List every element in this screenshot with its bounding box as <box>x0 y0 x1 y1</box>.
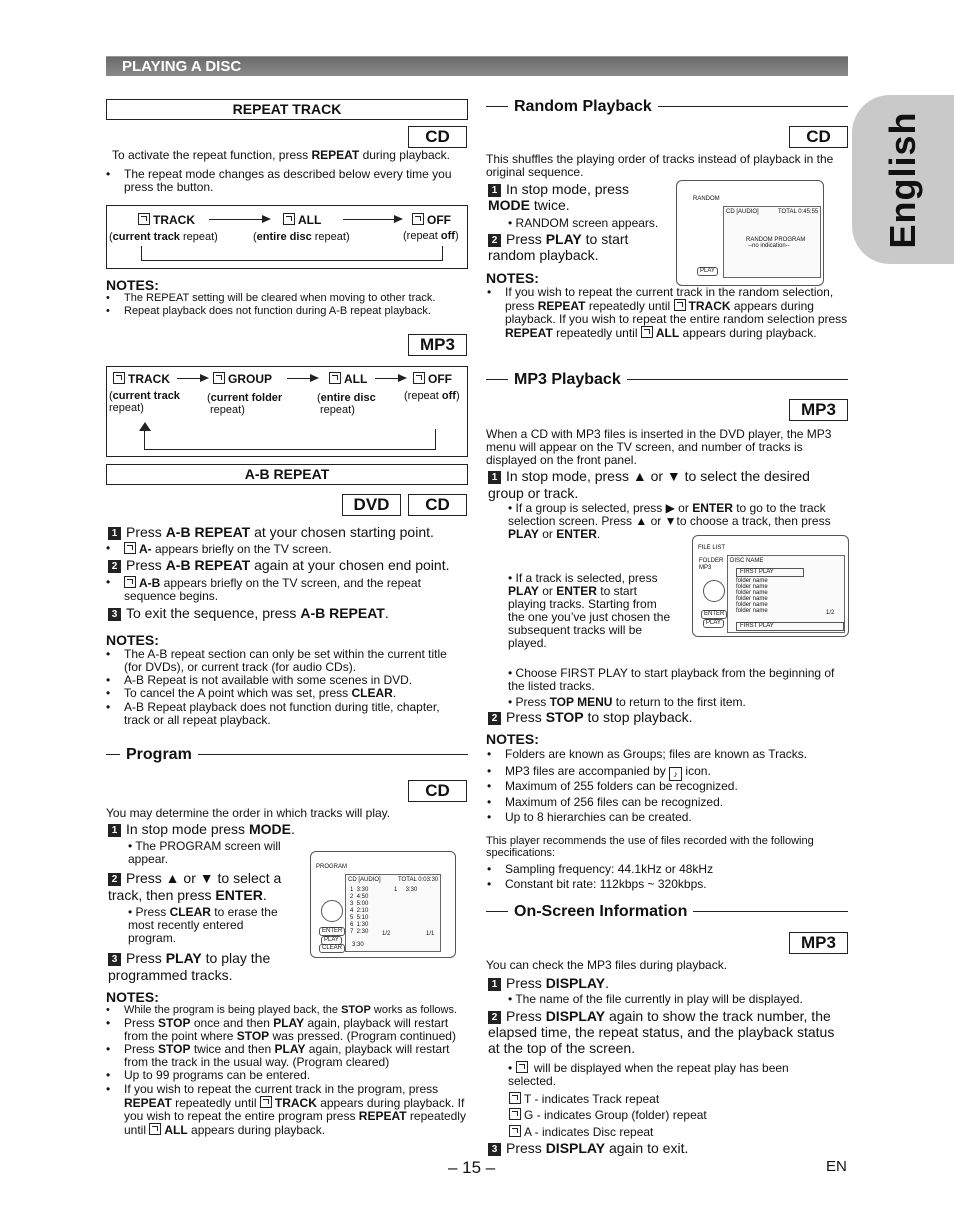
notes-title: NOTES: <box>486 270 539 286</box>
mp3-repeat-diagram <box>106 366 468 457</box>
mp3-off-label: OFF <box>413 372 452 386</box>
note: • Up to 99 programs can be entered. <box>124 1069 310 1082</box>
random-step-1: 1 In stop mode, press MODE twice. <box>488 181 629 213</box>
note: • If you wish to repeat the current track in the random selection, press REPEAT repeatedly until TRACK appears during playback. If you wish to repeat the entire random selection press REPEAT repeatedly until ALL appears during playback. <box>505 286 848 340</box>
music-note-icon: ♪ <box>669 767 682 781</box>
repeat-icon <box>641 326 653 338</box>
ab-repeat-title: A-B REPEAT <box>106 464 468 485</box>
note: • While the program is being played back, the STOP works as follows. <box>124 1004 457 1016</box>
ab-step2-bullet: • A-B appears briefly on the TV screen, and the repeat sequence begins. <box>124 576 468 603</box>
random-step-2: 2 Press PLAY to start random playback. <box>488 231 629 263</box>
program-step-3: 3 Press PLAY to play the programmed tracks. <box>108 950 271 983</box>
cd-repeat-diagram <box>106 205 468 269</box>
arrow-icon <box>343 219 401 220</box>
onscreen-step-2: 2 Press DISPLAY again to show the track number, the elapsed time, the repeat status, and the playback status at the top of the screen. <box>488 1008 835 1056</box>
ab-step-1: 1 Press A-B REPEAT at your chosen starting point. <box>108 524 434 540</box>
arrow-icon <box>177 378 207 379</box>
note: • Press STOP twice and then PLAY again, playback will restart from the track in the usual way. (Program cleared) <box>124 1043 468 1069</box>
cd-badge: CD <box>789 126 848 148</box>
repeat-icon <box>260 1096 272 1108</box>
random-step1-bullet: • RANDOM screen appears. <box>508 216 659 230</box>
spec-text: This player recommends the use of files recorded with the following specifications: <box>486 835 814 859</box>
note: • Press STOP once and then PLAY again, playback will restart from the point where STOP was pressed. (Program continued) <box>124 1017 468 1043</box>
cd-off-sub: (repeat off) <box>403 230 459 242</box>
note: • Repeat playback does not function during A-B repeat playback. <box>124 305 431 317</box>
mp3-all-label: ALL <box>329 372 367 386</box>
repeat-intro: To activate the repeat function, press REPEAT during playback. <box>112 148 450 162</box>
program-step-1: 1 In stop mode press MODE. <box>108 821 295 837</box>
onscreen-step-1: 1 Press DISPLAY. <box>488 975 609 991</box>
mp3-badge: MP3 <box>789 932 848 954</box>
note: • A-B Repeat playback does not function during title, chapter, track or all repeat playback. <box>124 701 468 727</box>
note: • The A-B repeat section can only be set within the current title (for DVDs), or current track (for audio CDs). <box>124 648 468 674</box>
note: • If you wish to repeat the current track in the program, press REPEAT repeatedly until TRACK appears during playback. If you wish to repeat the entire program press REPEAT repeatedly until ALL appears during playback. <box>124 1083 468 1137</box>
mp3-off-sub: (repeat off) <box>404 390 460 402</box>
onscreen-intro: You can check the MP3 files during playback. <box>486 958 728 972</box>
group-repeat-info: G - indicates Group (folder) repeat <box>509 1108 707 1122</box>
random-intro: This shuffles the playing order of tracks instead of playback in the original sequence. <box>486 152 834 179</box>
section-title: PLAYING A DISC <box>122 58 242 75</box>
cd-off-label: OFF <box>412 213 451 227</box>
repeat-icon <box>138 213 150 225</box>
arrow-icon <box>287 378 317 379</box>
cd-track-label: TRACK <box>138 213 195 227</box>
repeat-bullet: • The repeat mode changes as described below every time you press the button. <box>124 168 468 194</box>
cd-all-sub: (entire disc repeat) <box>253 231 350 243</box>
loop-line <box>144 429 436 450</box>
ab-step1-bullet: • A- appears briefly on the TV screen. <box>124 542 332 556</box>
mp3-step-2: 2 Press STOP to stop playback. <box>488 709 693 725</box>
ab-icon <box>124 576 136 588</box>
mp3-step-1: 1 In stop mode, press ▲ or ▼ to select the desired group or track. <box>488 468 810 501</box>
repeat-track-title: REPEAT TRACK <box>106 99 468 120</box>
onscreen-step2-bullet: • will be displayed when the repeat play has been selected. <box>508 1061 789 1088</box>
program-step1-bullet: • The PROGRAM screen will appear. <box>128 839 281 866</box>
note: • Maximum of 255 folders can be recognized. <box>505 780 738 793</box>
ab-step-2: 2 Press A-B REPEAT again at your chosen end point. <box>108 557 449 573</box>
track-repeat-info: T - indicates Track repeat <box>509 1092 659 1106</box>
repeat-icon <box>509 1108 521 1120</box>
mp3-step1-bullet: • If a group is selected, press ▶ or ENTER to go to the track selection screen. Press ▲ or ▼to choose a track, then press PLAY or ENTER. <box>508 501 831 541</box>
spec-item: • Sampling frequency: 44.1kHz or 48kHz <box>505 863 713 876</box>
repeat-icon <box>149 1123 161 1135</box>
notes-title: NOTES: <box>106 989 159 1005</box>
program-step-2: 2 Press ▲ or ▼ to select a track, then press ENTER. <box>108 870 282 903</box>
repeat-icon <box>509 1092 521 1104</box>
cd-badge: CD <box>408 780 467 802</box>
cd-all-label: ALL <box>283 213 321 227</box>
repeat-icon <box>283 213 295 225</box>
onscreen-header: On-Screen Information <box>486 903 848 923</box>
file-list-screen: FILE LIST FOLDER MP3 DISC NAME FIRST PLAY folder name folder name folder name folder name folder name folder name 1/2 FIRST PLAY ENTER PLAY <box>692 535 849 637</box>
note: • Folders are known as Groups; files are known as Tracks. <box>505 748 807 761</box>
program-header: Program <box>106 746 468 766</box>
note: • Up to 8 hierarchies can be created. <box>505 811 692 824</box>
section-header-bar <box>106 56 848 76</box>
loop-line <box>141 246 443 261</box>
language-tab <box>852 95 954 264</box>
mp3-group-sub: (current folder repeat) <box>207 392 283 416</box>
dpad-icon <box>703 580 725 602</box>
cd-badge: CD <box>408 126 467 148</box>
ab-step-3: 3 To exit the sequence, press A-B REPEAT. <box>108 605 389 621</box>
mp3-step1-bullet4: • Press TOP MENU to return to the first item. <box>508 695 746 709</box>
mp3-track-label: TRACK <box>113 372 170 386</box>
language-code: EN <box>826 1158 847 1175</box>
random-screen: RANDOM CD [AUDIO] TOTAL 0:45:55 RANDOM PROGRAM --no indication-- PLAY <box>676 180 824 286</box>
mp3-badge: MP3 <box>789 399 848 421</box>
arrow-up-icon <box>139 422 151 431</box>
arrow-icon <box>375 378 405 379</box>
random-header: Random Playback <box>486 98 848 118</box>
program-step2-bullet: • Press CLEAR to erase the most recently entered program. <box>128 905 278 945</box>
dpad-icon <box>321 900 343 922</box>
mp3-step1-bullet2: • If a track is selected, press PLAY or ENTER to start playing tracks. Starting from the one you’ve just chosen the subsequent tracks will be played. <box>508 571 671 650</box>
repeat-icon <box>113 372 125 384</box>
note: • Maximum of 256 files can be recognized. <box>505 796 723 809</box>
page-number: – 15 – <box>448 1158 496 1177</box>
note: • A-B Repeat is not available with some scenes in DVD. <box>124 674 412 687</box>
language-label: English <box>882 110 923 249</box>
arrow-icon <box>209 219 269 220</box>
notes-title: NOTES: <box>106 632 159 648</box>
mp3-intro: When a CD with MP3 files is inserted in the DVD player, the MP3 menu will appear on the TV screen, and number of tracks is displayed on the front panel. <box>486 427 832 467</box>
repeat-icon <box>413 372 425 384</box>
mp3-badge: MP3 <box>408 334 467 356</box>
notes-title: NOTES: <box>486 731 539 747</box>
note: • MP3 files are accompanied by ♪ icon. <box>505 765 711 781</box>
mp3-track-sub: (current track repeat) <box>109 390 180 414</box>
notes-title: NOTES: <box>106 277 159 293</box>
mp3-all-sub: (entire disc repeat) <box>317 392 376 416</box>
onscreen-step1-bullet: • The name of the file currently in play will be displayed. <box>508 992 803 1006</box>
repeat-icon <box>329 372 341 384</box>
ab-icon <box>124 542 136 554</box>
repeat-icon <box>509 1125 521 1137</box>
program-screen: PROGRAM CD [AUDIO] TOTAL 0:03:30 1 3:30 2 4:50 3 5:00 4 2:10 5 5:10 6 1:30 7 2:30 1 3:30 1/2 1/1 3:30 ENTER PLAY CLEAR <box>310 851 456 958</box>
repeat-icon <box>213 372 225 384</box>
repeat-icon <box>412 213 424 225</box>
cd-badge: CD <box>408 494 467 516</box>
mp3-playback-header: MP3 Playback <box>486 371 848 391</box>
cd-track-sub: (current track repeat) <box>109 231 218 243</box>
spec-item: • Constant bit rate: 112kbps ~ 320kbps. <box>505 878 707 891</box>
note: • To cancel the A point which was set, press CLEAR. <box>124 687 396 700</box>
program-intro: You may determine the order in which tracks will play. <box>106 806 391 820</box>
onscreen-step-3: 3 Press DISPLAY again to exit. <box>488 1140 688 1156</box>
dvd-badge: DVD <box>342 494 401 516</box>
disc-repeat-info: A - indicates Disc repeat <box>509 1125 653 1139</box>
repeat-icon <box>674 299 686 311</box>
mp3-group-label: GROUP <box>213 372 272 386</box>
mp3-step1-bullet3: • Choose FIRST PLAY to start playback from the beginning of the listed tracks. <box>508 666 835 693</box>
repeat-icon <box>516 1061 528 1073</box>
note: • The REPEAT setting will be cleared when moving to other track. <box>124 292 435 304</box>
